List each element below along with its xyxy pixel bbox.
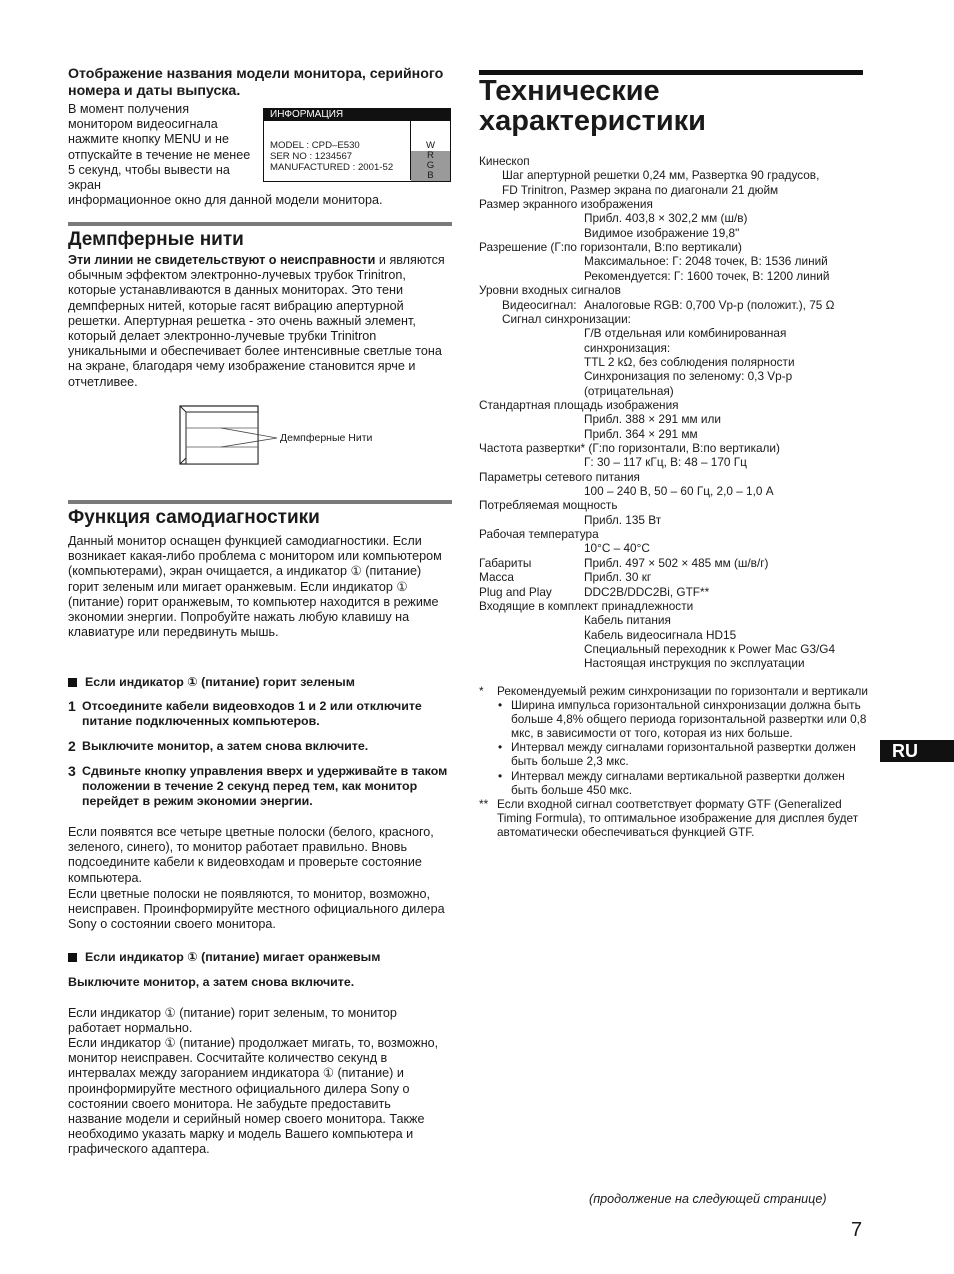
spec-row [479,628,879,642]
footnote-bullet [498,698,869,741]
model-info-text-end: информационное окно для данной модели монитора. [68,193,383,207]
damper-label: Демпферные Нити [280,432,373,444]
spec-row [479,168,879,182]
spec-row [479,269,879,283]
footnote-bullet-text: Ширина импульса горизонтальной синхронизации должна быть больше 4,8% общего периода горизонтальной развертки или 0,8 мкс, в зависимости от того, которая из них больше. [511,698,867,741]
spec-label: Параметры сетевого питания [479,469,640,484]
spec-row [479,642,879,656]
footnote-2-text: Если входной сигнал соответствует формату GTF (Generalized Timing Formula), то оптимальное изображение для дисплея будет автоматически обеспечиваться функцией GTF. [497,796,859,839]
spec-label: Уровни входных сигналов [479,283,621,298]
spec-value: 100 – 240 В, 50 – 60 Гц, 2,0 – 1,0 A [584,484,774,499]
orange-heading [68,950,458,965]
spec-label: Входящие в комплект принадлежности [479,598,694,613]
info-window-title: ИНФОРМАЦИЯ [264,109,450,121]
spec-value: FD Trinitron, Размер экрана по диагонали 21 дюйм [502,182,779,197]
model-info-title: Отображение названия модели монитора, серийного номера и даты выпуска. [68,66,444,99]
footnote-mark: * [479,684,484,698]
spec-label: Частота развертки* (Г:по горизонтали, В:по вертикали) [479,441,780,455]
spec-label: Видеосигнал: [502,297,577,312]
spec-row [479,326,879,340]
color-bar-r: R [411,151,450,161]
spec-label: Кинескоп [479,154,530,168]
spec-row [479,484,879,498]
spec-value: Прибл. 135 Вт [584,512,662,527]
footnote-1 [479,684,869,698]
spec-row [479,355,879,369]
spec-value: Прибл. 403,8 × 302,2 мм (ш/в) [584,211,748,226]
spec-row [479,298,879,312]
spec-value: Прибл. 497 × 502 × 485 мм (ш/в/г) [584,555,769,570]
step-item [68,699,458,729]
footnote-bullets [479,698,869,797]
spec-value: 10°C – 40°C [584,541,650,556]
spec-row [479,226,879,240]
spec-value: Прибл. 364 × 291 мм [584,426,698,441]
spec-value: Г/В отдельная или комбинированная [584,326,787,341]
spec-row [479,398,879,412]
step-text: Выключите монитор, а затем снова включите. [82,739,369,753]
footnote-1-text: Рекомендуемый режим синхронизации по горизонтали и вертикали [497,684,869,698]
spec-row [479,183,879,197]
selfdiag-text: Данный монитор оснащен функцией самодиагностики. Если возникает какая-либо проблема с монитором или компьютером (компьютерами), экран очищается, а индикатор ① (питание) горит зеленым или мигает оранжевым. Если индикатор ① (питание) горит оранжевым, то компьютер находится в режиме экономии энергии. Попробуйте нажать любую клавишу на клавиатуре или передвинуть мышь. [68,534,442,640]
spec-row [479,656,879,670]
color-bar-w: W [425,140,436,151]
spec-value: Синхронизация по зеленому: 0,3 Vp-p [584,369,793,384]
spec-row [479,613,879,627]
info-serial: SER NO : 1234567 [270,151,353,162]
spec-value: Специальный переходник к Power Mac G3/G4 [584,641,836,656]
orange-step: Выключите монитор, а затем снова включите. [68,975,355,989]
spec-label: Разрешение (Г:по горизонтали, В:по вертикали) [479,240,742,255]
green-heading-text: Если индикатор ① (питание) горит зеленым [85,675,355,689]
green-result-1: Если появятся все четыре цветные полоски (белого, красного, зеленого, синего), то монитор работает правильно. Вновь подсоедините кабели к видеовходам и проверьте состояние компьютера. [68,825,434,885]
spec-value: TTL 2 kΩ, без соблюдения полярности [584,354,795,369]
orange-text-1: Если индикатор ① (питание) горит зеленым, то монитор работает нормально. [68,1006,397,1036]
spec-row [479,541,879,555]
footnotes [479,684,869,839]
spec-value: Кабель видеосигнала HD15 [584,627,737,642]
spec-value: Максимальное: Г: 2048 точек, В: 1536 линий [584,254,828,269]
footnote-2 [479,797,869,839]
spec-value: Шаг апертурной решетки 0,24 мм, Развертка 90 градусов, [502,168,820,183]
spec-label: Размер экранного изображения [479,197,653,212]
spec-row [479,412,879,426]
info-window [263,108,451,182]
info-model: MODEL : CPD–E530 [270,140,360,151]
continued-note: (продолжение на следующей странице) [589,1192,827,1206]
specs-title [479,76,706,136]
square-bullet-icon [68,678,77,687]
step-number: 3 [68,763,76,779]
spec-value: Г: 30 – 117 кГц, В: 48 – 170 Гц [584,455,747,470]
specs-title-line2: характеристики [479,105,706,137]
step-text: Отсоедините кабели видеовходов 1 и 2 или отключите питание подключенных компьютеров. [82,699,422,729]
step-item [68,764,458,810]
spec-row [479,470,879,484]
damper-text-and: и [375,253,386,267]
specs-title-line1: Технические [479,75,660,107]
bullet-dot-icon: • [498,740,503,755]
spec-label: Масса [479,570,514,585]
spec-row [479,211,879,225]
spec-label: Габариты [479,555,532,570]
spec-row [479,240,879,254]
spec-value: Настоящая инструкция по эксплуатации [584,656,805,671]
language-tab: RU [880,740,954,762]
spec-row [479,154,879,168]
spec-row [479,312,879,326]
spec-label: Стандартная площадь изображения [479,397,679,412]
steps-list [68,699,458,814]
footnote-mark: ** [479,796,489,811]
spec-value: Аналоговые RGB: 0,700 Vp-p (положит.), 75 Ω [584,297,835,312]
damper-text [68,253,452,390]
orange-text-2: Если индикатор ① (питание) продолжает мигать, то, возможно, монитор неисправен. Сосчитайте количество секунд в интервалах между загоранием индикатора ① (питание) и проинформируйте местного официального дилера Sony о состоянии своего монитора. Не забудьте предоставить название модели и серийный номер своего монитора. Также необходимо указать марку и модель Вашего компьютера и графического адаптера. [68,1036,439,1157]
damper-title: Демпферные нити [68,229,244,250]
spec-row [479,197,879,211]
spec-row [479,384,879,398]
spec-label: Сигнал синхронизации: [502,311,631,326]
model-info-text: В момент получения монитором видеосигнала нажмите кнопку MENU и не отпускайте в течение не менее 5 секунд, чтобы вывести на экран [68,102,251,193]
spec-row [479,427,879,441]
spec-row [479,498,879,512]
step-item [68,739,458,754]
square-bullet-icon [68,953,77,962]
spec-value: Рекомендуется: Г: 1600 точек, В: 1200 линий [584,268,830,283]
spec-value: синхронизация: [584,340,671,355]
step-number: 2 [68,738,76,754]
step-number: 1 [68,698,76,714]
spec-value: Кабель питания [584,613,671,628]
green-result-2: Если цветные полоски не появляются, то монитор, возможно, неисправен. Проинформируйте местного официального дилера Sony о состоянии своего монитора. [68,887,445,932]
spec-value: DDC2B/DDC2Bi, GTF** [584,584,710,599]
page-number: 7 [851,1219,863,1241]
spec-row [479,585,879,599]
spec-row [479,527,879,541]
selfdiag-title: Функция самодиагностики [68,507,320,528]
spec-row [479,599,879,613]
damper-bold: Эти линии не свидетельствуют о неисправности [68,253,376,267]
green-heading [68,675,458,690]
spec-row [479,570,879,584]
spec-row [479,441,879,455]
section-divider [68,222,452,226]
color-bar-b: B [411,171,450,181]
spec-value: (отрицательная) [584,383,674,398]
footnote-bullet-text: Интервал между сигналами горизонтальной развертки должен быть больше 2,3 мкс. [511,740,856,769]
spec-value: Прибл. 388 × 291 мм или [584,412,721,427]
info-manufactured: MANUFACTURED : 2001-52 [270,162,394,173]
spec-row [479,369,879,383]
footnote-bullet [498,740,869,769]
color-bars [410,121,450,180]
bullet-dot-icon: • [498,698,503,713]
section-divider [68,500,452,504]
spec-row [479,556,879,570]
step-text: Сдвиньте кнопку управления вверх и удерживайте в таком положении в течение 2 секунд перед тем, как монитор перейдет в режим экономии энергии. [82,764,448,809]
color-bar-g: G [411,161,450,171]
bullet-dot-icon: • [498,768,503,783]
spec-row [479,254,879,268]
spec-value: Прибл. 30 кг [584,570,652,585]
spec-row [479,341,879,355]
damper-body: являются обычным эффектом электронно-лучевых трубок Trinitron, которые устанавливаются в данных мониторах. Это тени демпферных нитей, которые гасят вибрацию апертурной решетки. Апертурная решетка - это очень важный элемент, который делает электронно-лучевые трубки Trinitron уникальными и обеспечивает более интенсивные светлые тона на экране, благодаря чему изображение становится ярче и отчетливее. [68,253,445,389]
spec-label: Потребляемая мощность [479,498,618,513]
spec-label: Рабочая температура [479,527,599,542]
spec-label: Plug and Play [479,584,552,599]
footnote-bullet-text: Интервал между сигналами вертикальной развертки должен быть больше 450 мкс. [511,768,845,797]
spec-row [479,283,879,297]
spec-row [479,513,879,527]
spec-row [479,455,879,469]
spec-value: Видимое изображение 19,8" [584,225,740,240]
footnote-bullet [498,768,869,797]
orange-heading-text: Если индикатор ① (питание) мигает оранжевым [85,950,381,964]
